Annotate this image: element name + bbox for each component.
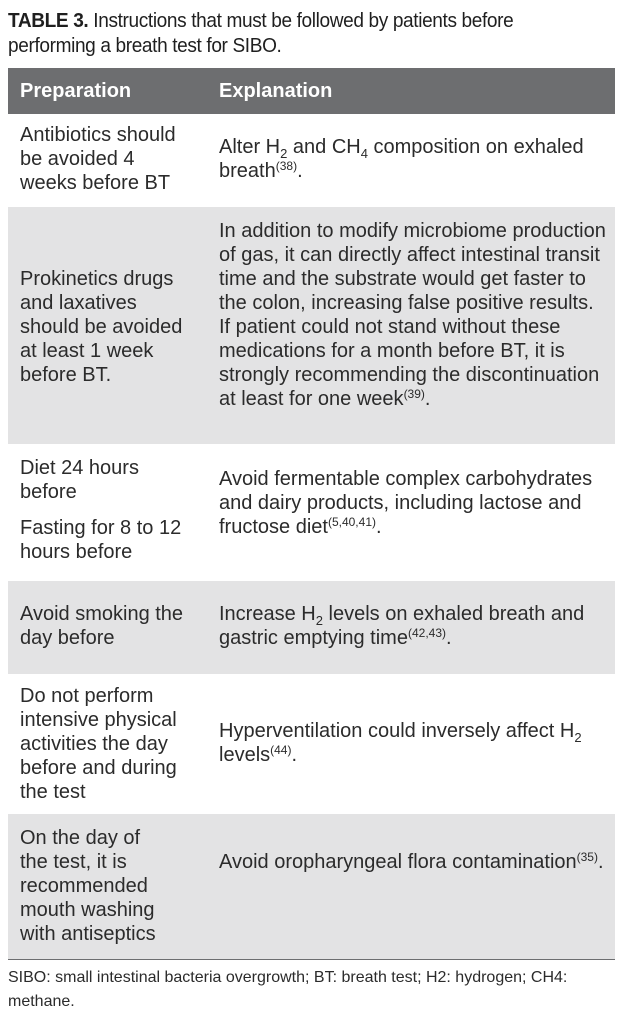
explanation-cell: Avoid oropharyngeal flora contamination$^{(35)}$. — [219, 850, 604, 873]
table-bottom-rule — [8, 959, 615, 960]
table-row — [8, 114, 615, 207]
citation: (39) — [403, 387, 425, 401]
table-title: Instructions that must be followed by patients before performing a breath test for SIBO. — [8, 9, 514, 57]
table-caption — [8, 8, 575, 58]
citation: (5,40,41) — [327, 515, 376, 529]
explanation-cell: Alter $H_2$ and $CH_4$ composition on exhaled breath$^{(38)}$. — [219, 136, 584, 182]
preparation-cell: Prokinetics drugs and laxatives should be avoided at least 1 week before BT. — [20, 268, 183, 386]
table-row — [8, 581, 615, 674]
explanation-cell: Hyperventilation could inversely affect $H_2$ levels$^{(44)}$. — [219, 720, 582, 766]
table-row — [8, 444, 615, 581]
table-header-row — [8, 68, 615, 114]
table-label: TABLE 3. — [8, 9, 89, 32]
table-row — [8, 674, 615, 814]
citation: (35) — [576, 850, 598, 864]
preparation-cell: Diet 24 hours before Fasting for 8 to 12 hours before — [20, 457, 182, 563]
preparation-cell: On the day of the test, it is recommended mouth washing with antiseptics — [20, 827, 156, 945]
explanation-cell: Increase $H_2$ levels on exhaled breath and gastric emptying time$^{(42,43)}$. — [219, 603, 585, 649]
citation: (38) — [275, 159, 298, 173]
citation: (42,43) — [407, 626, 446, 640]
preparation-cell: Antibiotics should be avoided 4 weeks before BT — [20, 124, 176, 194]
table-row — [8, 814, 615, 959]
table-footnote: SIBO: small intestinal bacteria overgrowth; BT: breath test; H2: hydrogen; CH4: methane. — [8, 969, 568, 1010]
explanation-cell: In addition to modify microbiome production of gas, it can directly affect intestinal transit time and the substrate would get faster to the colon, increasing false positive results. If patient could not stand without these medications for a month before BT, it is strongly recommending the discontinuation at least for one week$^{(39)}$. — [219, 220, 606, 410]
explanation-cell: Avoid fermentable complex carbohydrates and dairy products, including lactose and fructose diet$^{(5,40,41)}$. — [219, 468, 593, 538]
preparation-cell: Do not perform intensive physical activities the day before and during the test — [20, 685, 177, 803]
header-preparation: Preparation — [20, 80, 132, 102]
citation: (44) — [270, 743, 292, 757]
header-explanation: Explanation — [219, 80, 333, 102]
table-row — [8, 207, 615, 444]
preparation-cell: Avoid smoking the day before — [20, 603, 184, 649]
instructions-table — [8, 68, 615, 959]
